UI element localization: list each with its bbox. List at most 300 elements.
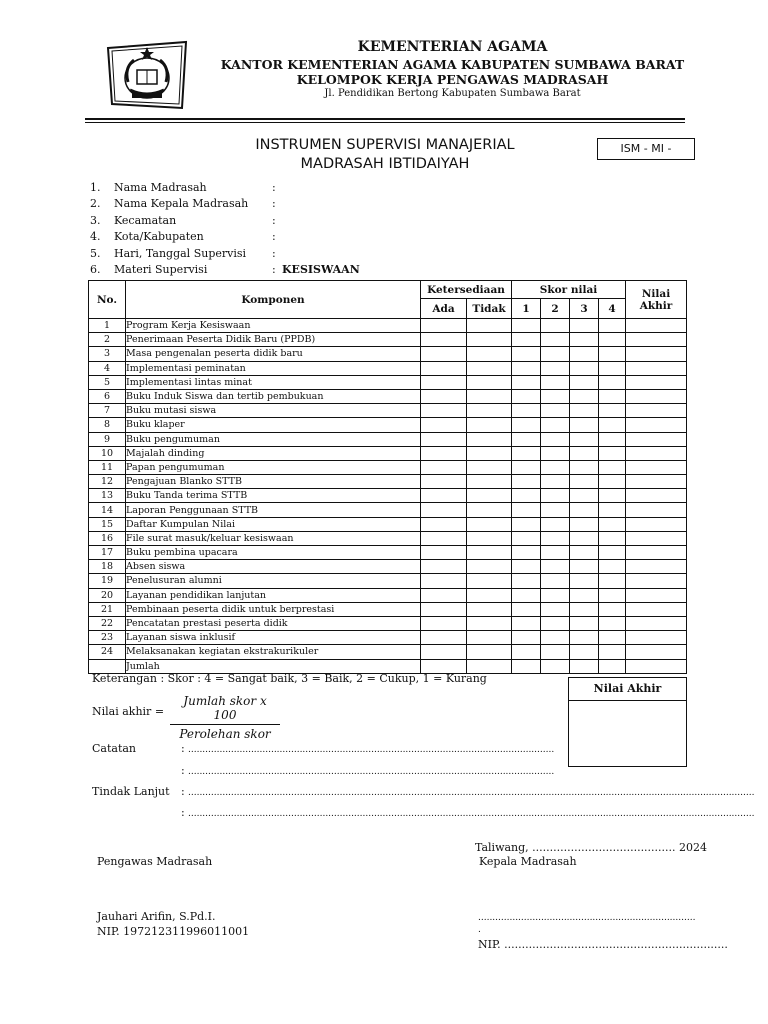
- ada-cell[interactable]: [421, 645, 467, 659]
- followup-colon: :: [181, 806, 185, 819]
- score-2-cell[interactable]: [541, 560, 570, 574]
- notes-line-2[interactable]: ................................................................................................................................: [188, 767, 555, 777]
- table-row: [89, 333, 687, 347]
- supervisor-name: Jauhari Arifin, S.Pd.I.: [97, 910, 216, 923]
- row-komponen: Buku klaper: [126, 418, 421, 432]
- score-1-cell[interactable]: [512, 460, 541, 474]
- info-label: Nama Kepala Madrasah: [114, 197, 249, 211]
- score-1-cell[interactable]: [512, 446, 541, 460]
- table-row: [89, 375, 687, 389]
- table-row: [89, 418, 687, 432]
- score-1-cell[interactable]: [512, 375, 541, 389]
- notes-label: Catatan: [92, 742, 137, 755]
- tidak-cell[interactable]: [467, 432, 512, 446]
- score-4-cell[interactable]: [599, 460, 626, 474]
- row-number: 18: [89, 560, 126, 574]
- formula-fraction: [170, 694, 280, 741]
- tidak-cell[interactable]: [467, 333, 512, 347]
- score-1-cell[interactable]: [512, 475, 541, 489]
- formula-numerator: Jumlah skor x 100: [183, 694, 267, 722]
- nilai-akhir-cell[interactable]: [626, 503, 687, 517]
- row-komponen: Buku mutasi siswa: [126, 404, 421, 418]
- tidak-cell[interactable]: [467, 319, 512, 333]
- score-3-cell[interactable]: [570, 546, 599, 560]
- info-label: Hari, Tanggal Supervisi: [114, 246, 247, 260]
- score-1-cell[interactable]: [512, 531, 541, 545]
- row-number: 13: [89, 489, 126, 503]
- ada-cell[interactable]: [421, 546, 467, 560]
- score-2-cell[interactable]: [541, 475, 570, 489]
- score-4-cell[interactable]: [599, 375, 626, 389]
- score-1-cell[interactable]: [512, 645, 541, 659]
- tidak-cell[interactable]: [467, 475, 512, 489]
- info-num: 6.: [90, 262, 101, 276]
- score-4-cell[interactable]: [599, 546, 626, 560]
- header-group: KELOMPOK KERJA PENGAWAS MADRASAH: [296, 72, 609, 87]
- row-number: 11: [89, 460, 126, 474]
- table-row: [89, 432, 687, 446]
- score-1-cell[interactable]: [512, 489, 541, 503]
- nilai-akhir-cell[interactable]: [626, 475, 687, 489]
- score-2-cell[interactable]: [541, 361, 570, 375]
- score-4-cell[interactable]: [599, 531, 626, 545]
- row-komponen: Pengajuan Blanko STTB: [126, 475, 421, 489]
- principal-role: Kepala Madrasah: [479, 855, 577, 868]
- row-komponen: Buku Induk Siswa dan tertib pembukuan: [126, 389, 421, 403]
- notes-line-1[interactable]: ................................................................................................................................: [188, 745, 555, 755]
- info-colon: :: [272, 181, 276, 194]
- tidak-cell[interactable]: [467, 560, 512, 574]
- row-komponen: Melaksanakan kegiatan ekstrakurikuler: [126, 645, 421, 659]
- score-1-cell[interactable]: [512, 560, 541, 574]
- row-number: 10: [89, 446, 126, 460]
- score-4-cell[interactable]: [599, 659, 626, 673]
- score-3-cell[interactable]: [570, 404, 599, 418]
- score-4-cell[interactable]: [599, 631, 626, 645]
- row-komponen: Papan pengumuman: [126, 460, 421, 474]
- score-1-cell[interactable]: [512, 574, 541, 588]
- header-ketersediaan: Ketersediaan: [421, 281, 512, 299]
- fraction-line: [170, 724, 280, 725]
- score-3-cell[interactable]: [570, 602, 599, 616]
- score-3-cell[interactable]: [570, 503, 599, 517]
- table-row: [89, 616, 687, 630]
- info-value: KESISWAAN: [282, 262, 360, 276]
- ada-cell[interactable]: [421, 418, 467, 432]
- score-2-cell[interactable]: [541, 489, 570, 503]
- tidak-cell[interactable]: [467, 418, 512, 432]
- ada-cell[interactable]: [421, 375, 467, 389]
- ada-cell[interactable]: [421, 631, 467, 645]
- score-2-cell[interactable]: [541, 432, 570, 446]
- score-3-cell[interactable]: [570, 517, 599, 531]
- score-1-cell[interactable]: [512, 588, 541, 602]
- info-num: 4.: [90, 230, 101, 244]
- row-komponen: Pembinaan peserta didik untuk berprestasi: [126, 602, 421, 616]
- row-number: 20: [89, 588, 126, 602]
- nilai-akhir-cell[interactable]: [626, 347, 687, 361]
- table-row: [89, 389, 687, 403]
- ada-cell[interactable]: [421, 446, 467, 460]
- score-2-cell[interactable]: [541, 588, 570, 602]
- score-3-cell[interactable]: [570, 588, 599, 602]
- notes-colon: :: [181, 742, 185, 755]
- score-2-cell[interactable]: [541, 389, 570, 403]
- nilai-akhir-cell[interactable]: [626, 531, 687, 545]
- info-label: Kota/Kabupaten: [114, 230, 204, 244]
- score-2-cell[interactable]: [541, 574, 570, 588]
- table-row: [89, 503, 687, 517]
- score-4-cell[interactable]: [599, 404, 626, 418]
- table-row: [89, 361, 687, 375]
- ada-cell[interactable]: [421, 389, 467, 403]
- ada-cell[interactable]: [421, 616, 467, 630]
- document-title-line1: INSTRUMEN SUPERVISI MANAJERIAL: [255, 137, 515, 153]
- row-number: 23: [89, 631, 126, 645]
- supervision-table: [88, 280, 687, 674]
- tidak-cell[interactable]: [467, 503, 512, 517]
- nilai-akhir-cell[interactable]: [626, 602, 687, 616]
- tidak-cell[interactable]: [467, 460, 512, 474]
- score-1-cell[interactable]: [512, 546, 541, 560]
- ada-cell[interactable]: [421, 489, 467, 503]
- ministry-logo: [104, 38, 190, 112]
- formula-label: Nilai akhir =: [92, 705, 165, 718]
- score-2-cell[interactable]: [541, 546, 570, 560]
- header-score-4: 4: [599, 299, 626, 319]
- row-number: 6: [89, 389, 126, 403]
- table-row: [89, 645, 687, 659]
- score-4-cell[interactable]: [599, 361, 626, 375]
- score-4-cell[interactable]: [599, 446, 626, 460]
- ada-cell[interactable]: [421, 361, 467, 375]
- info-colon: :: [272, 262, 276, 276]
- score-1-cell[interactable]: [512, 319, 541, 333]
- nilai-akhir-cell[interactable]: [626, 574, 687, 588]
- score-1-cell[interactable]: [512, 503, 541, 517]
- score-2-cell[interactable]: [541, 616, 570, 630]
- score-4-cell[interactable]: [599, 432, 626, 446]
- principal-name-line[interactable]: ............................................................................: [478, 913, 696, 923]
- tidak-cell[interactable]: [467, 645, 512, 659]
- score-2-cell[interactable]: [541, 347, 570, 361]
- row-komponen: Absen siswa: [126, 560, 421, 574]
- score-3-cell[interactable]: [570, 418, 599, 432]
- score-1-cell[interactable]: [512, 631, 541, 645]
- score-3-cell[interactable]: [570, 333, 599, 347]
- info-colon: :: [272, 197, 276, 211]
- tidak-cell[interactable]: [467, 631, 512, 645]
- score-1-cell[interactable]: [512, 389, 541, 403]
- row-number: 5: [89, 375, 126, 389]
- score-1-cell[interactable]: [512, 333, 541, 347]
- row-number: 4: [89, 361, 126, 375]
- tidak-cell[interactable]: [467, 588, 512, 602]
- followup-line-1[interactable]: ......................................................................................................................................................................................................: [188, 788, 755, 798]
- table-row: [89, 574, 687, 588]
- tidak-cell[interactable]: [467, 389, 512, 403]
- score-2-cell[interactable]: [541, 333, 570, 347]
- header-rule-thick: [85, 118, 685, 120]
- table-row: [89, 531, 687, 545]
- header-nilai-akhir: Nilai Akhir: [626, 281, 687, 319]
- header-tidak: Tidak: [467, 299, 512, 319]
- ada-cell[interactable]: [421, 475, 467, 489]
- ada-cell[interactable]: [421, 588, 467, 602]
- tidak-cell[interactable]: [467, 404, 512, 418]
- followup-line-2[interactable]: ......................................................................................................................................................................................................: [188, 809, 755, 819]
- info-num: 3.: [90, 213, 101, 227]
- header-score-3: 3: [570, 299, 599, 319]
- nilai-akhir-cell[interactable]: [626, 616, 687, 630]
- table-row: [89, 517, 687, 531]
- score-3-cell[interactable]: [570, 616, 599, 630]
- score-1-cell[interactable]: [512, 616, 541, 630]
- table-row: [89, 347, 687, 361]
- ada-cell[interactable]: [421, 503, 467, 517]
- row-komponen: Majalah dinding: [126, 446, 421, 460]
- score-4-cell[interactable]: [599, 616, 626, 630]
- row-number: 24: [89, 645, 126, 659]
- row-number: 3: [89, 347, 126, 361]
- nilai-akhir-cell[interactable]: [626, 361, 687, 375]
- score-3-cell[interactable]: [570, 489, 599, 503]
- nilai-akhir-cell[interactable]: [626, 404, 687, 418]
- score-3-cell[interactable]: [570, 574, 599, 588]
- tidak-cell[interactable]: [467, 446, 512, 460]
- row-komponen: Penelusuran alumni: [126, 574, 421, 588]
- row-komponen: Masa pengenalan peserta didik baru: [126, 347, 421, 361]
- row-komponen: Pencatatan prestasi peserta didik: [126, 616, 421, 630]
- formula-denominator: Perolehan skor: [179, 727, 271, 741]
- score-2-cell[interactable]: [541, 404, 570, 418]
- nilai-akhir-cell[interactable]: [626, 319, 687, 333]
- supervisor-role: Pengawas Madrasah: [97, 855, 213, 868]
- nilai-akhir-cell[interactable]: [626, 333, 687, 347]
- ada-cell[interactable]: [421, 460, 467, 474]
- table-row: [89, 446, 687, 460]
- tidak-cell[interactable]: [467, 546, 512, 560]
- info-label: Nama Madrasah: [114, 181, 207, 194]
- row-komponen: Daftar Kumpulan Nilai: [126, 517, 421, 531]
- score-4-cell[interactable]: [599, 503, 626, 517]
- score-3-cell[interactable]: [570, 446, 599, 460]
- score-3-cell[interactable]: [570, 432, 599, 446]
- nilai-akhir-cell[interactable]: [626, 659, 687, 673]
- nilai-akhir-cell[interactable]: [626, 489, 687, 503]
- nilai-akhir-cell[interactable]: [626, 588, 687, 602]
- score-2-cell[interactable]: [541, 645, 570, 659]
- score-3-cell[interactable]: [570, 319, 599, 333]
- score-4-cell[interactable]: [599, 489, 626, 503]
- place-date: Taliwang, ......................................... 2024: [475, 841, 708, 854]
- notes-colon: :: [181, 764, 185, 777]
- score-3-cell[interactable]: [570, 531, 599, 545]
- score-3-cell[interactable]: [570, 560, 599, 574]
- score-3-cell[interactable]: [570, 361, 599, 375]
- score-2-cell[interactable]: [541, 659, 570, 673]
- row-komponen: Buku pembina upacara: [126, 546, 421, 560]
- tidak-cell[interactable]: [467, 347, 512, 361]
- nilai-akhir-cell[interactable]: [626, 389, 687, 403]
- score-3-cell[interactable]: [570, 659, 599, 673]
- score-4-cell[interactable]: [599, 389, 626, 403]
- score-3-cell[interactable]: [570, 347, 599, 361]
- row-komponen: Program Kerja Kesiswaan: [126, 319, 421, 333]
- score-1-cell[interactable]: [512, 404, 541, 418]
- row-number: 9: [89, 432, 126, 446]
- score-3-cell[interactable]: [570, 375, 599, 389]
- score-1-cell[interactable]: [512, 517, 541, 531]
- row-number: 15: [89, 517, 126, 531]
- score-2-cell[interactable]: [541, 517, 570, 531]
- score-2-cell[interactable]: [541, 531, 570, 545]
- header-no: No.: [89, 281, 126, 319]
- header-address: Jl. Pendidikan Bertong Kabupaten Sumbawa Barat: [324, 88, 581, 99]
- ada-cell[interactable]: [421, 347, 467, 361]
- nilai-akhir-cell[interactable]: [626, 460, 687, 474]
- row-komponen: Layanan siswa inklusif: [126, 631, 421, 645]
- table-row: [89, 475, 687, 489]
- row-number: 2: [89, 333, 126, 347]
- score-2-cell[interactable]: [541, 631, 570, 645]
- ada-cell[interactable]: [421, 319, 467, 333]
- score-1-cell[interactable]: [512, 347, 541, 361]
- nilai-akhir-cell[interactable]: [626, 546, 687, 560]
- document-code-box: ISM - MI -: [597, 138, 695, 160]
- score-4-cell[interactable]: [599, 517, 626, 531]
- row-komponen: File surat masuk/keluar kesiswaan: [126, 531, 421, 545]
- table-row: [89, 460, 687, 474]
- tidak-cell[interactable]: [467, 375, 512, 389]
- row-komponen: Implementasi peminatan: [126, 361, 421, 375]
- info-colon: :: [272, 213, 276, 227]
- ada-cell[interactable]: [421, 560, 467, 574]
- score-4-cell[interactable]: [599, 602, 626, 616]
- info-num: 2.: [90, 197, 101, 211]
- header-score-2: 2: [541, 299, 570, 319]
- table-row: [89, 588, 687, 602]
- header-ada: Ada: [421, 299, 467, 319]
- score-3-cell[interactable]: [570, 475, 599, 489]
- score-2-cell[interactable]: [541, 418, 570, 432]
- nilai-akhir-cell[interactable]: [626, 418, 687, 432]
- tidak-cell[interactable]: [467, 531, 512, 545]
- tidak-cell[interactable]: [467, 616, 512, 630]
- table-row: [89, 404, 687, 418]
- score-4-cell[interactable]: [599, 347, 626, 361]
- info-colon: :: [272, 230, 276, 244]
- tidak-cell[interactable]: [467, 489, 512, 503]
- header-score-1: 1: [512, 299, 541, 319]
- tidak-cell[interactable]: [467, 574, 512, 588]
- score-3-cell[interactable]: [570, 631, 599, 645]
- ada-cell[interactable]: [421, 333, 467, 347]
- score-2-cell[interactable]: [541, 319, 570, 333]
- row-number: 21: [89, 602, 126, 616]
- nilai-akhir-cell[interactable]: [626, 560, 687, 574]
- row-number: 19: [89, 574, 126, 588]
- score-2-cell[interactable]: [541, 460, 570, 474]
- score-4-cell[interactable]: [599, 645, 626, 659]
- score-1-cell[interactable]: [512, 432, 541, 446]
- row-number: 16: [89, 531, 126, 545]
- score-2-cell[interactable]: [541, 375, 570, 389]
- nilai-akhir-cell[interactable]: [626, 517, 687, 531]
- nilai-akhir-cell[interactable]: [626, 645, 687, 659]
- row-komponen: Laporan Penggunaan STTB: [126, 503, 421, 517]
- principal-nip[interactable]: NIP. ................................................................: [478, 938, 728, 951]
- score-4-cell[interactable]: [599, 574, 626, 588]
- score-4-cell[interactable]: [599, 319, 626, 333]
- score-4-cell[interactable]: [599, 588, 626, 602]
- table-row: [89, 560, 687, 574]
- score-1-cell[interactable]: [512, 361, 541, 375]
- row-komponen: Jumlah: [126, 659, 421, 673]
- table-body: [89, 319, 687, 674]
- header-skor-nilai: Skor nilai: [512, 281, 626, 299]
- followup-label: Tindak Lanjut: [92, 785, 170, 798]
- ada-cell[interactable]: [421, 574, 467, 588]
- score-4-cell[interactable]: [599, 560, 626, 574]
- row-number: 17: [89, 546, 126, 560]
- tidak-cell[interactable]: [467, 602, 512, 616]
- info-num: 5.: [90, 246, 101, 260]
- supervisor-nip: NIP. 197212311996011001: [97, 925, 250, 938]
- nilai-akhir-cell[interactable]: [626, 631, 687, 645]
- row-komponen: Buku pengumuman: [126, 432, 421, 446]
- row-komponen: Buku Tanda terima STTB: [126, 489, 421, 503]
- score-3-cell[interactable]: [570, 460, 599, 474]
- row-number: 1: [89, 319, 126, 333]
- score-1-cell[interactable]: [512, 659, 541, 673]
- table-row: [89, 546, 687, 560]
- score-3-cell[interactable]: [570, 389, 599, 403]
- ada-cell[interactable]: [421, 432, 467, 446]
- score-1-cell[interactable]: [512, 602, 541, 616]
- followup-colon: :: [181, 785, 185, 798]
- score-1-cell[interactable]: [512, 418, 541, 432]
- info-num: 1.: [90, 181, 101, 194]
- nilai-akhir-cell[interactable]: [626, 375, 687, 389]
- score-2-cell[interactable]: [541, 503, 570, 517]
- score-2-cell[interactable]: [541, 602, 570, 616]
- score-4-cell[interactable]: [599, 418, 626, 432]
- row-number: 22: [89, 616, 126, 630]
- ada-cell[interactable]: [421, 517, 467, 531]
- nilai-akhir-cell[interactable]: [626, 432, 687, 446]
- header-ministry: KEMENTERIAN AGAMA: [357, 39, 548, 55]
- tidak-cell[interactable]: [467, 361, 512, 375]
- final-score-label: Nilai Akhir: [569, 678, 686, 701]
- row-number: 12: [89, 475, 126, 489]
- ada-cell[interactable]: [421, 602, 467, 616]
- info-label: Kecamatan: [114, 213, 177, 227]
- row-number: 14: [89, 503, 126, 517]
- header-komponen: Komponen: [126, 281, 421, 319]
- nilai-akhir-cell[interactable]: [626, 446, 687, 460]
- score-3-cell[interactable]: [570, 645, 599, 659]
- score-4-cell[interactable]: [599, 333, 626, 347]
- info-colon: :: [272, 246, 276, 260]
- score-4-cell[interactable]: [599, 475, 626, 489]
- tidak-cell[interactable]: [467, 517, 512, 531]
- ada-cell[interactable]: [421, 404, 467, 418]
- ada-cell[interactable]: [421, 531, 467, 545]
- table-row: [89, 489, 687, 503]
- row-number: 7: [89, 404, 126, 418]
- score-2-cell[interactable]: [541, 446, 570, 460]
